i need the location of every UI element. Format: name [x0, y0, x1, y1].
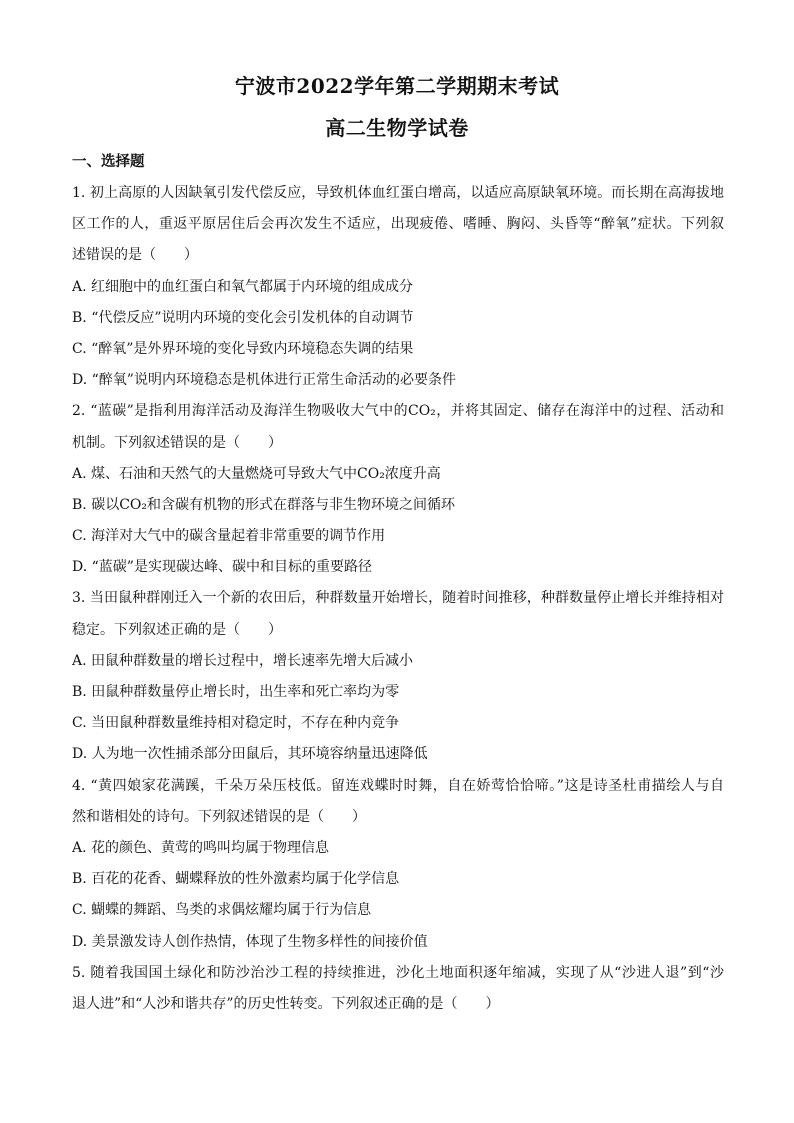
question-2-line: 2. “蓝碳”是指利用海洋活动及海洋生物吸收大气中的CO₂，并将其固定、储存在海洋中的过程、活动和: [72, 403, 724, 420]
question-4-line: 4. “黄四娘家花满蹊，千朵万朵压枝低。留连戏蝶时时舞，自在娇莺恰恰啼。”这是诗圣杜甫描绘人与自: [72, 777, 724, 794]
question-2-option-c: C. 海洋对大气中的碳含量起着非常重要的调节作用: [72, 528, 386, 545]
question-5-line: 5. 随着我国国土绿化和防沙治沙工程的持续推进，沙化土地面积逐年缩减，实现了从“沙进人退”到“沙: [72, 964, 724, 981]
question-3-line: 3. 当田鼠种群刚迁入一个新的农田后，种群数量开始增长，随着时间推移，种群数量停止增长并维持相对: [72, 590, 724, 607]
question-2-line: 机制。下列叙述错误的是（ ）: [72, 434, 282, 451]
question-4-option-b: B. 百花的花香、蝴蝶释放的性外激素均属于化学信息: [72, 871, 400, 888]
question-3-option-c: C. 当田鼠种群数量维持相对稳定时，不存在种内竞争: [72, 715, 400, 732]
question-list: [72, 178, 724, 1020]
question-4-line: 然和谐相处的诗句。下列叙述错误的是（ ）: [72, 808, 366, 825]
question-5-line: 退人进”和“人沙和谐共存”的历史性转变。下列叙述正确的是（ ）: [72, 995, 500, 1012]
exam-title: 宁波市2022学年第二学期期末考试: [234, 74, 560, 98]
question-1-option-b: B. “代偿反应”说明内环境的变化会引发机体的自动调节: [72, 309, 414, 326]
question-3-line: 稳定。下列叙述正确的是（ ）: [72, 621, 282, 638]
question-1-option-c: C. “醉氧”是外界环境的变化导致内环境稳态失调的结果: [72, 340, 414, 357]
question-1-line: 1. 初上高原的人因缺氧引发代偿反应，导致机体血红蛋白增高，以适应高原缺氧环境。而长期在高海拔地: [72, 185, 724, 201]
exam-subtitle: 高二生物学试卷: [325, 116, 469, 140]
question-2-option-a: A. 煤、石油和天然气的大量燃烧可导致大气中CO₂浓度升高: [72, 465, 441, 482]
question-1-option-d: D. “醉氧”说明内环境稳态是机体进行正常生命活动的必要条件: [72, 372, 456, 389]
question-3-option-a: A. 田鼠种群数量的增长过程中，增长速率先增大后减小: [72, 652, 414, 669]
question-3-option-d: D. 人为地一次性捕杀部分田鼠后，其环境容纳量迅速降低: [72, 746, 428, 763]
question-1-line: 区工作的人，重返平原居住后会再次发生不适应，出现疲倦、嗜睡、胸闷、头昏等“醉氧”症状。下列叙: [72, 216, 724, 233]
question-2-option-b: B. 碳以CO₂和含碳有机物的形式在群落与非生物环境之间循环: [72, 496, 455, 513]
question-1-option-a: A. 红细胞中的血红蛋白和氧气都属于内环境的组成成分: [72, 278, 414, 295]
question-4-option-c: C. 蝴蝶的舞蹈、鸟类的求偶炫耀均属于行为信息: [72, 902, 372, 919]
question-4-option-d: D. 美景激发诗人创作热情，体现了生物多样性的间接价值: [72, 933, 428, 950]
question-1-line: 述错误的是（ ）: [72, 247, 198, 264]
question-4-option-a: A. 花的颜色、黄莺的鸣叫均属于物理信息: [72, 839, 330, 856]
section-heading: 一、选择题: [72, 153, 145, 170]
question-2-option-d: D. “蓝碳”是实现碳达峰、碳中和目标的重要路径: [72, 559, 372, 576]
question-3-option-b: B. 田鼠种群数量停止增长时，出生率和死亡率均为零: [72, 684, 400, 700]
